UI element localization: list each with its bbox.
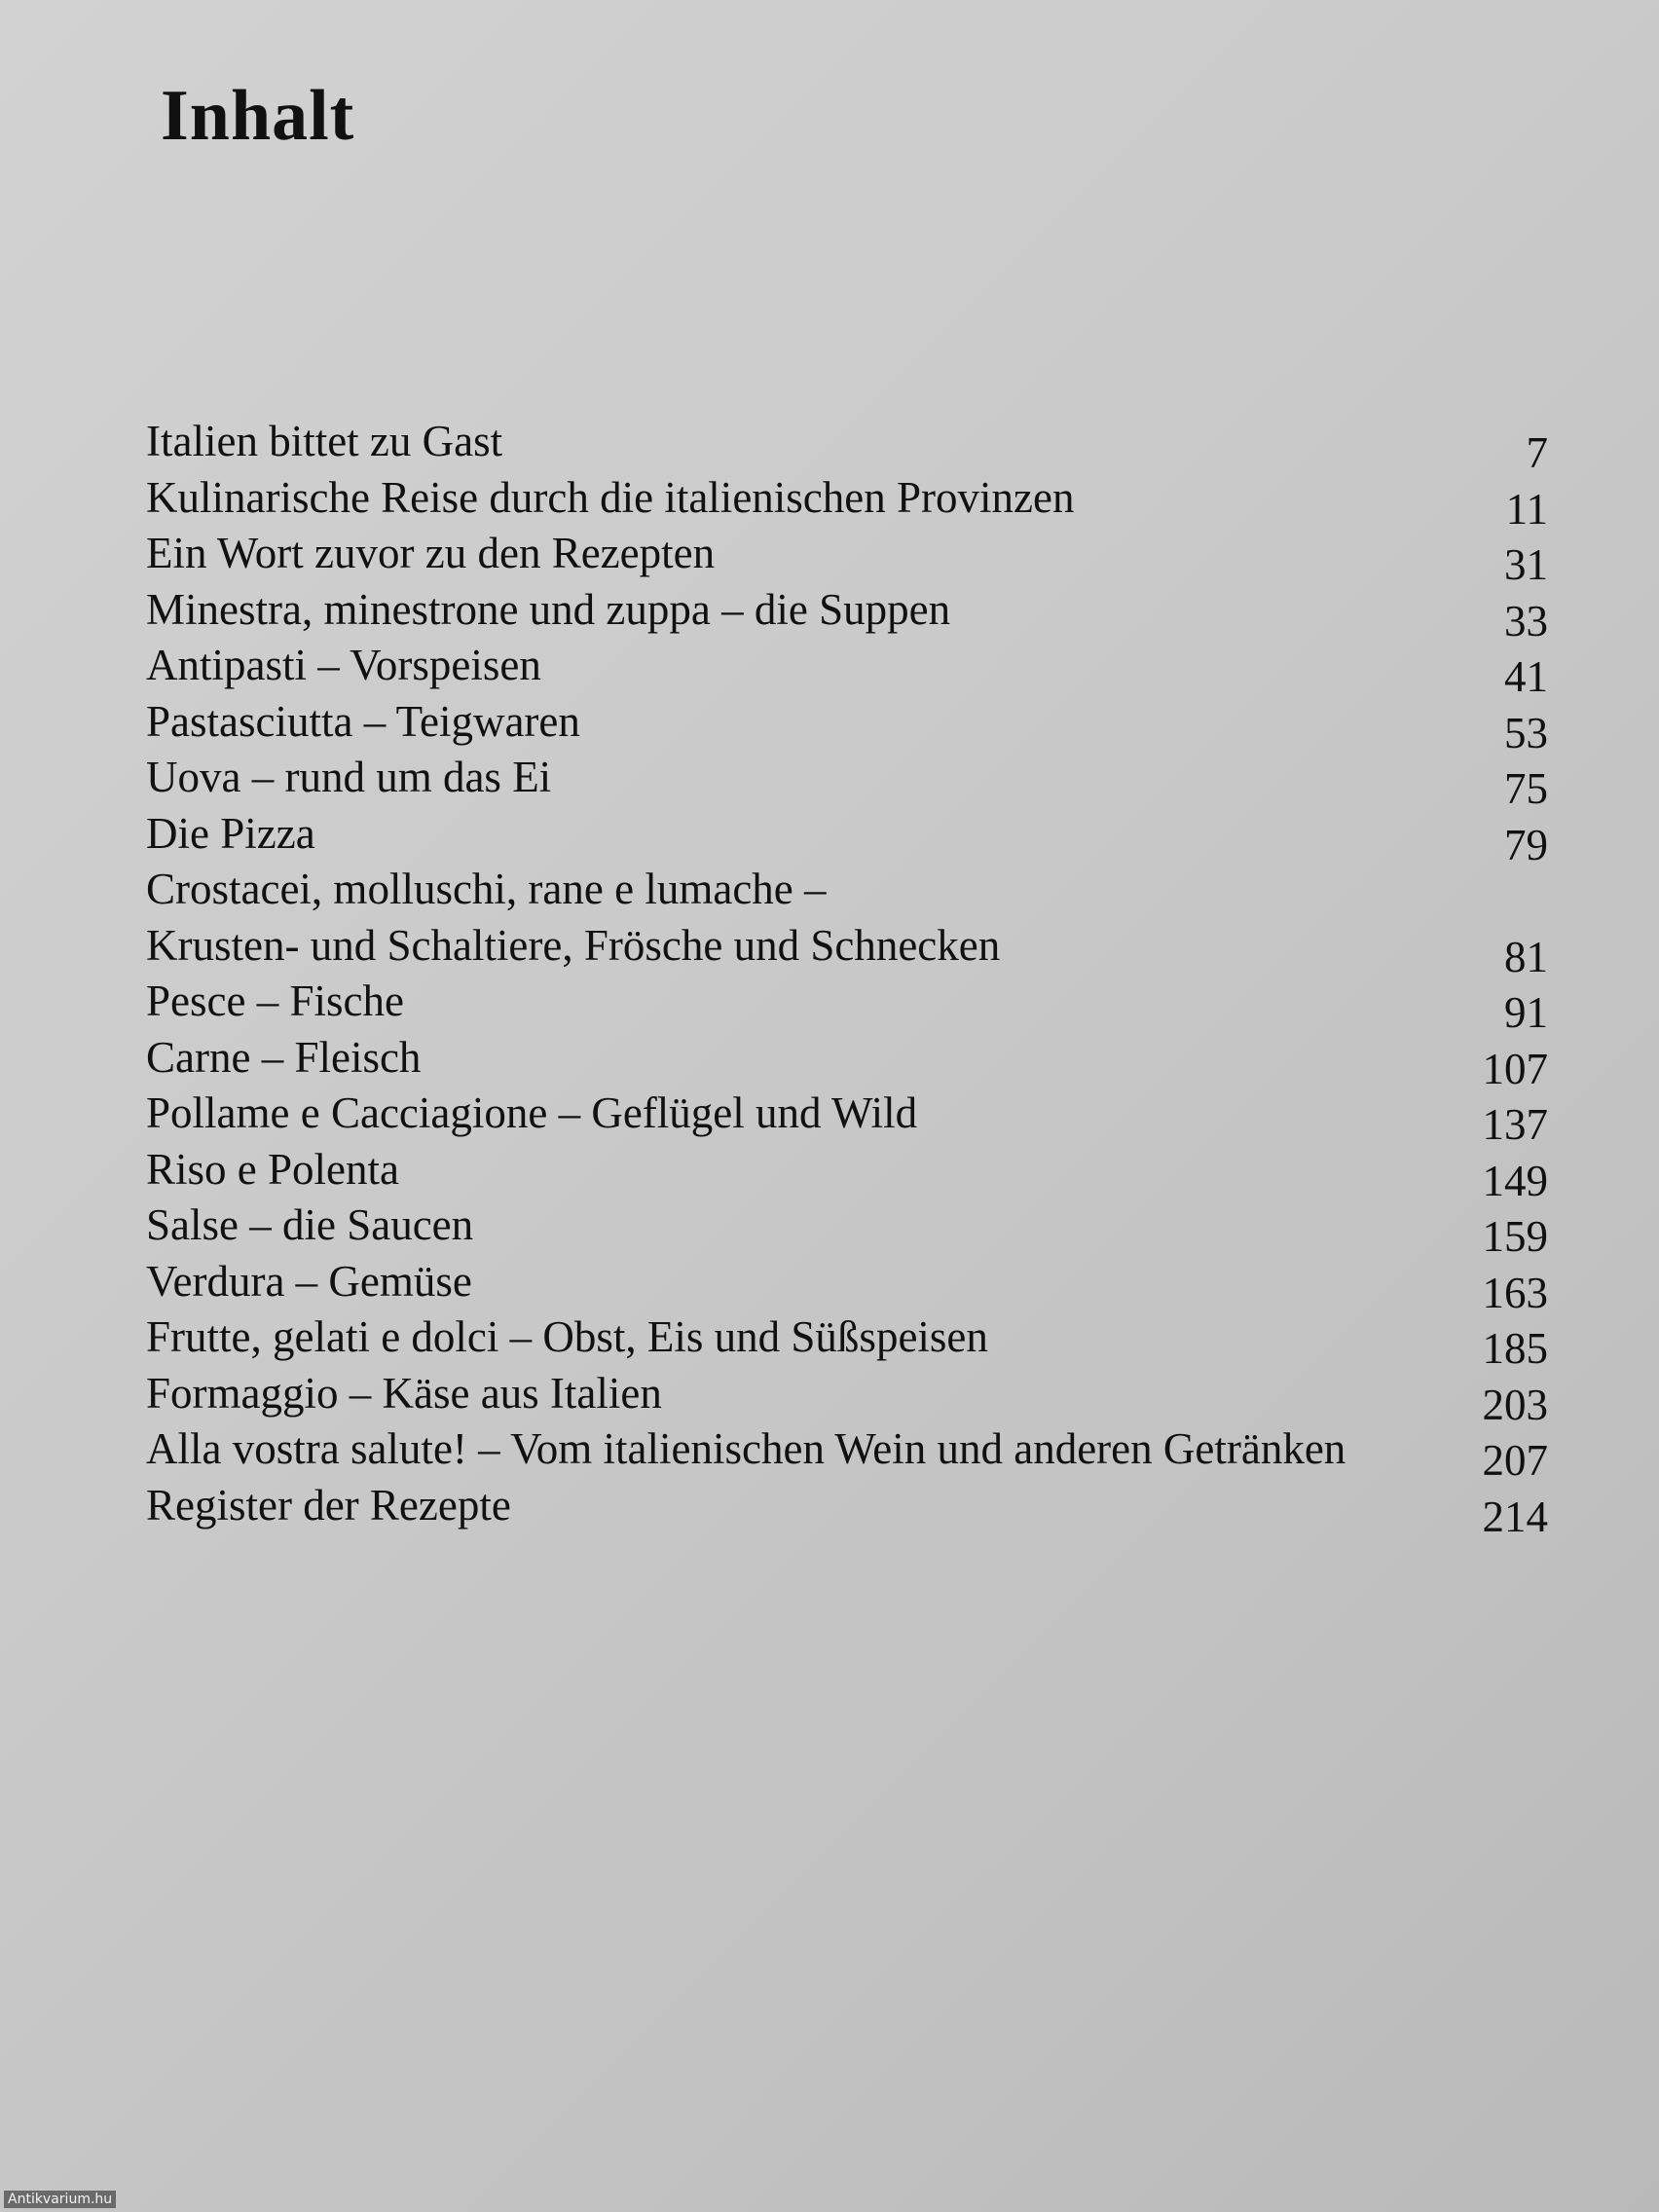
- toc-entry-page-number: 7: [1526, 428, 1548, 477]
- toc-entry-page-number: 137: [1482, 1100, 1548, 1149]
- toc-entry-page-number: 185: [1482, 1324, 1548, 1373]
- toc-entry-title-line: Riso e Polenta: [146, 1144, 399, 1194]
- toc-entry-title-line: Formaggio – Käse aus Italien: [146, 1368, 662, 1418]
- toc-entry: [146, 1030, 1548, 1093]
- toc-entry: [146, 974, 1548, 1037]
- table-of-contents: [146, 414, 1548, 1541]
- toc-entry-title: [146, 750, 551, 806]
- toc-entry-title: [146, 694, 580, 751]
- toc-entry-title-line: Krusten- und Schaltiere, Frösche und Schnecken: [146, 920, 1001, 970]
- toc-entry-title: [146, 1086, 917, 1142]
- toc-entry: [146, 1198, 1548, 1261]
- toc-entry-title: [146, 974, 404, 1030]
- toc-entry: [146, 582, 1548, 645]
- toc-entry-page-number: 107: [1482, 1044, 1548, 1093]
- toc-entry: [146, 1254, 1548, 1317]
- toc-entry-title-line: Ein Wort zuvor zu den Rezepten: [146, 529, 716, 577]
- toc-entry-page-number: 33: [1504, 596, 1548, 645]
- toc-entry-title-line: Kulinarische Reise durch die italienischen Provinzen: [146, 472, 1075, 522]
- toc-entry-title: [146, 1478, 511, 1534]
- toc-entry-title-line: Uova – rund um das Ei: [146, 753, 552, 801]
- toc-entry-title: [146, 470, 1074, 527]
- toc-entry-title-line: Register der Rezepte: [146, 1480, 511, 1530]
- toc-entry-page-number: 203: [1482, 1380, 1548, 1429]
- toc-entry-title: [146, 1198, 473, 1254]
- toc-entry-page-number: 163: [1482, 1268, 1548, 1317]
- toc-entry-title-line: Die Pizza: [146, 808, 315, 858]
- toc-entry-title-line: Pollame e Cacciagione – Geflügel und Wild: [146, 1088, 918, 1137]
- toc-entry: [146, 694, 1548, 757]
- toc-entry: [146, 526, 1548, 589]
- toc-entry: [146, 862, 1548, 981]
- toc-entry-title: [146, 1142, 399, 1198]
- toc-entry-title-line: Salse – die Saucen: [146, 1200, 474, 1249]
- toc-entry-page-number: 53: [1504, 708, 1548, 757]
- toc-entry: [146, 470, 1548, 534]
- toc-entry-title: [146, 1030, 421, 1087]
- toc-entry: [146, 1478, 1548, 1541]
- toc-entry-title: [146, 638, 541, 694]
- watermark: Antikvarium.hu: [4, 2191, 116, 2208]
- toc-entry-page-number: 81: [1504, 932, 1548, 981]
- toc-entry-page-number: 214: [1482, 1492, 1548, 1541]
- toc-entry-page-number: 31: [1504, 540, 1548, 589]
- toc-entry: [146, 1421, 1548, 1485]
- toc-entry-title-line: Pesce – Fische: [146, 977, 404, 1025]
- toc-entry-page-number: 41: [1504, 652, 1548, 701]
- toc-entry-title: [146, 806, 315, 863]
- toc-entry-title: [146, 862, 1000, 974]
- toc-entry: [146, 750, 1548, 813]
- toc-entry-title: [146, 582, 950, 639]
- toc-entry: [146, 806, 1548, 869]
- toc-entry: [146, 1366, 1548, 1429]
- page-title: Inhalt: [161, 76, 355, 156]
- toc-entry-title: [146, 1421, 1346, 1478]
- toc-entry-page-number: 91: [1504, 988, 1548, 1037]
- toc-entry-page-number: 159: [1482, 1212, 1548, 1261]
- toc-entry-title-line: Pastasciutta – Teigwaren: [146, 696, 580, 746]
- toc-entry-title-line: Antipasti – Vorspeisen: [146, 641, 541, 689]
- toc-entry-title-line: Carne – Fleisch: [146, 1032, 422, 1082]
- toc-entry-page-number: 75: [1504, 764, 1548, 813]
- toc-entry-title-line: Verdura – Gemüse: [146, 1256, 472, 1306]
- toc-entry-title: [146, 1366, 662, 1422]
- toc-entry: [146, 1086, 1548, 1149]
- toc-entry-title-line: Crostacei, molluschi, rane e lumache –: [146, 865, 827, 913]
- toc-entry-page-number: 207: [1482, 1436, 1548, 1485]
- toc-entry-title: [146, 1309, 988, 1366]
- toc-entry-title-line: Frutte, gelati e dolci – Obst, Eis und Süßspeisen: [146, 1312, 988, 1361]
- toc-entry: [146, 1309, 1548, 1373]
- toc-entry: [146, 1142, 1548, 1205]
- toc-entry: [146, 414, 1548, 477]
- toc-entry-title-line: Italien bittet zu Gast: [146, 417, 503, 465]
- toc-entry-title: [146, 526, 715, 582]
- toc-entry-title: [146, 1254, 472, 1310]
- toc-entry-page-number: 11: [1505, 484, 1548, 534]
- toc-entry-title-line: Alla vostra salute! – Vom italienischen Wein und anderen Getränken: [146, 1424, 1346, 1473]
- toc-entry-title-line: Minestra, minestrone und zuppa – die Suppen: [146, 584, 951, 634]
- toc-entry: [146, 638, 1548, 701]
- toc-entry-page-number: 79: [1504, 820, 1548, 869]
- toc-entry-title: [146, 414, 502, 470]
- toc-entry-page-number: 149: [1482, 1156, 1548, 1205]
